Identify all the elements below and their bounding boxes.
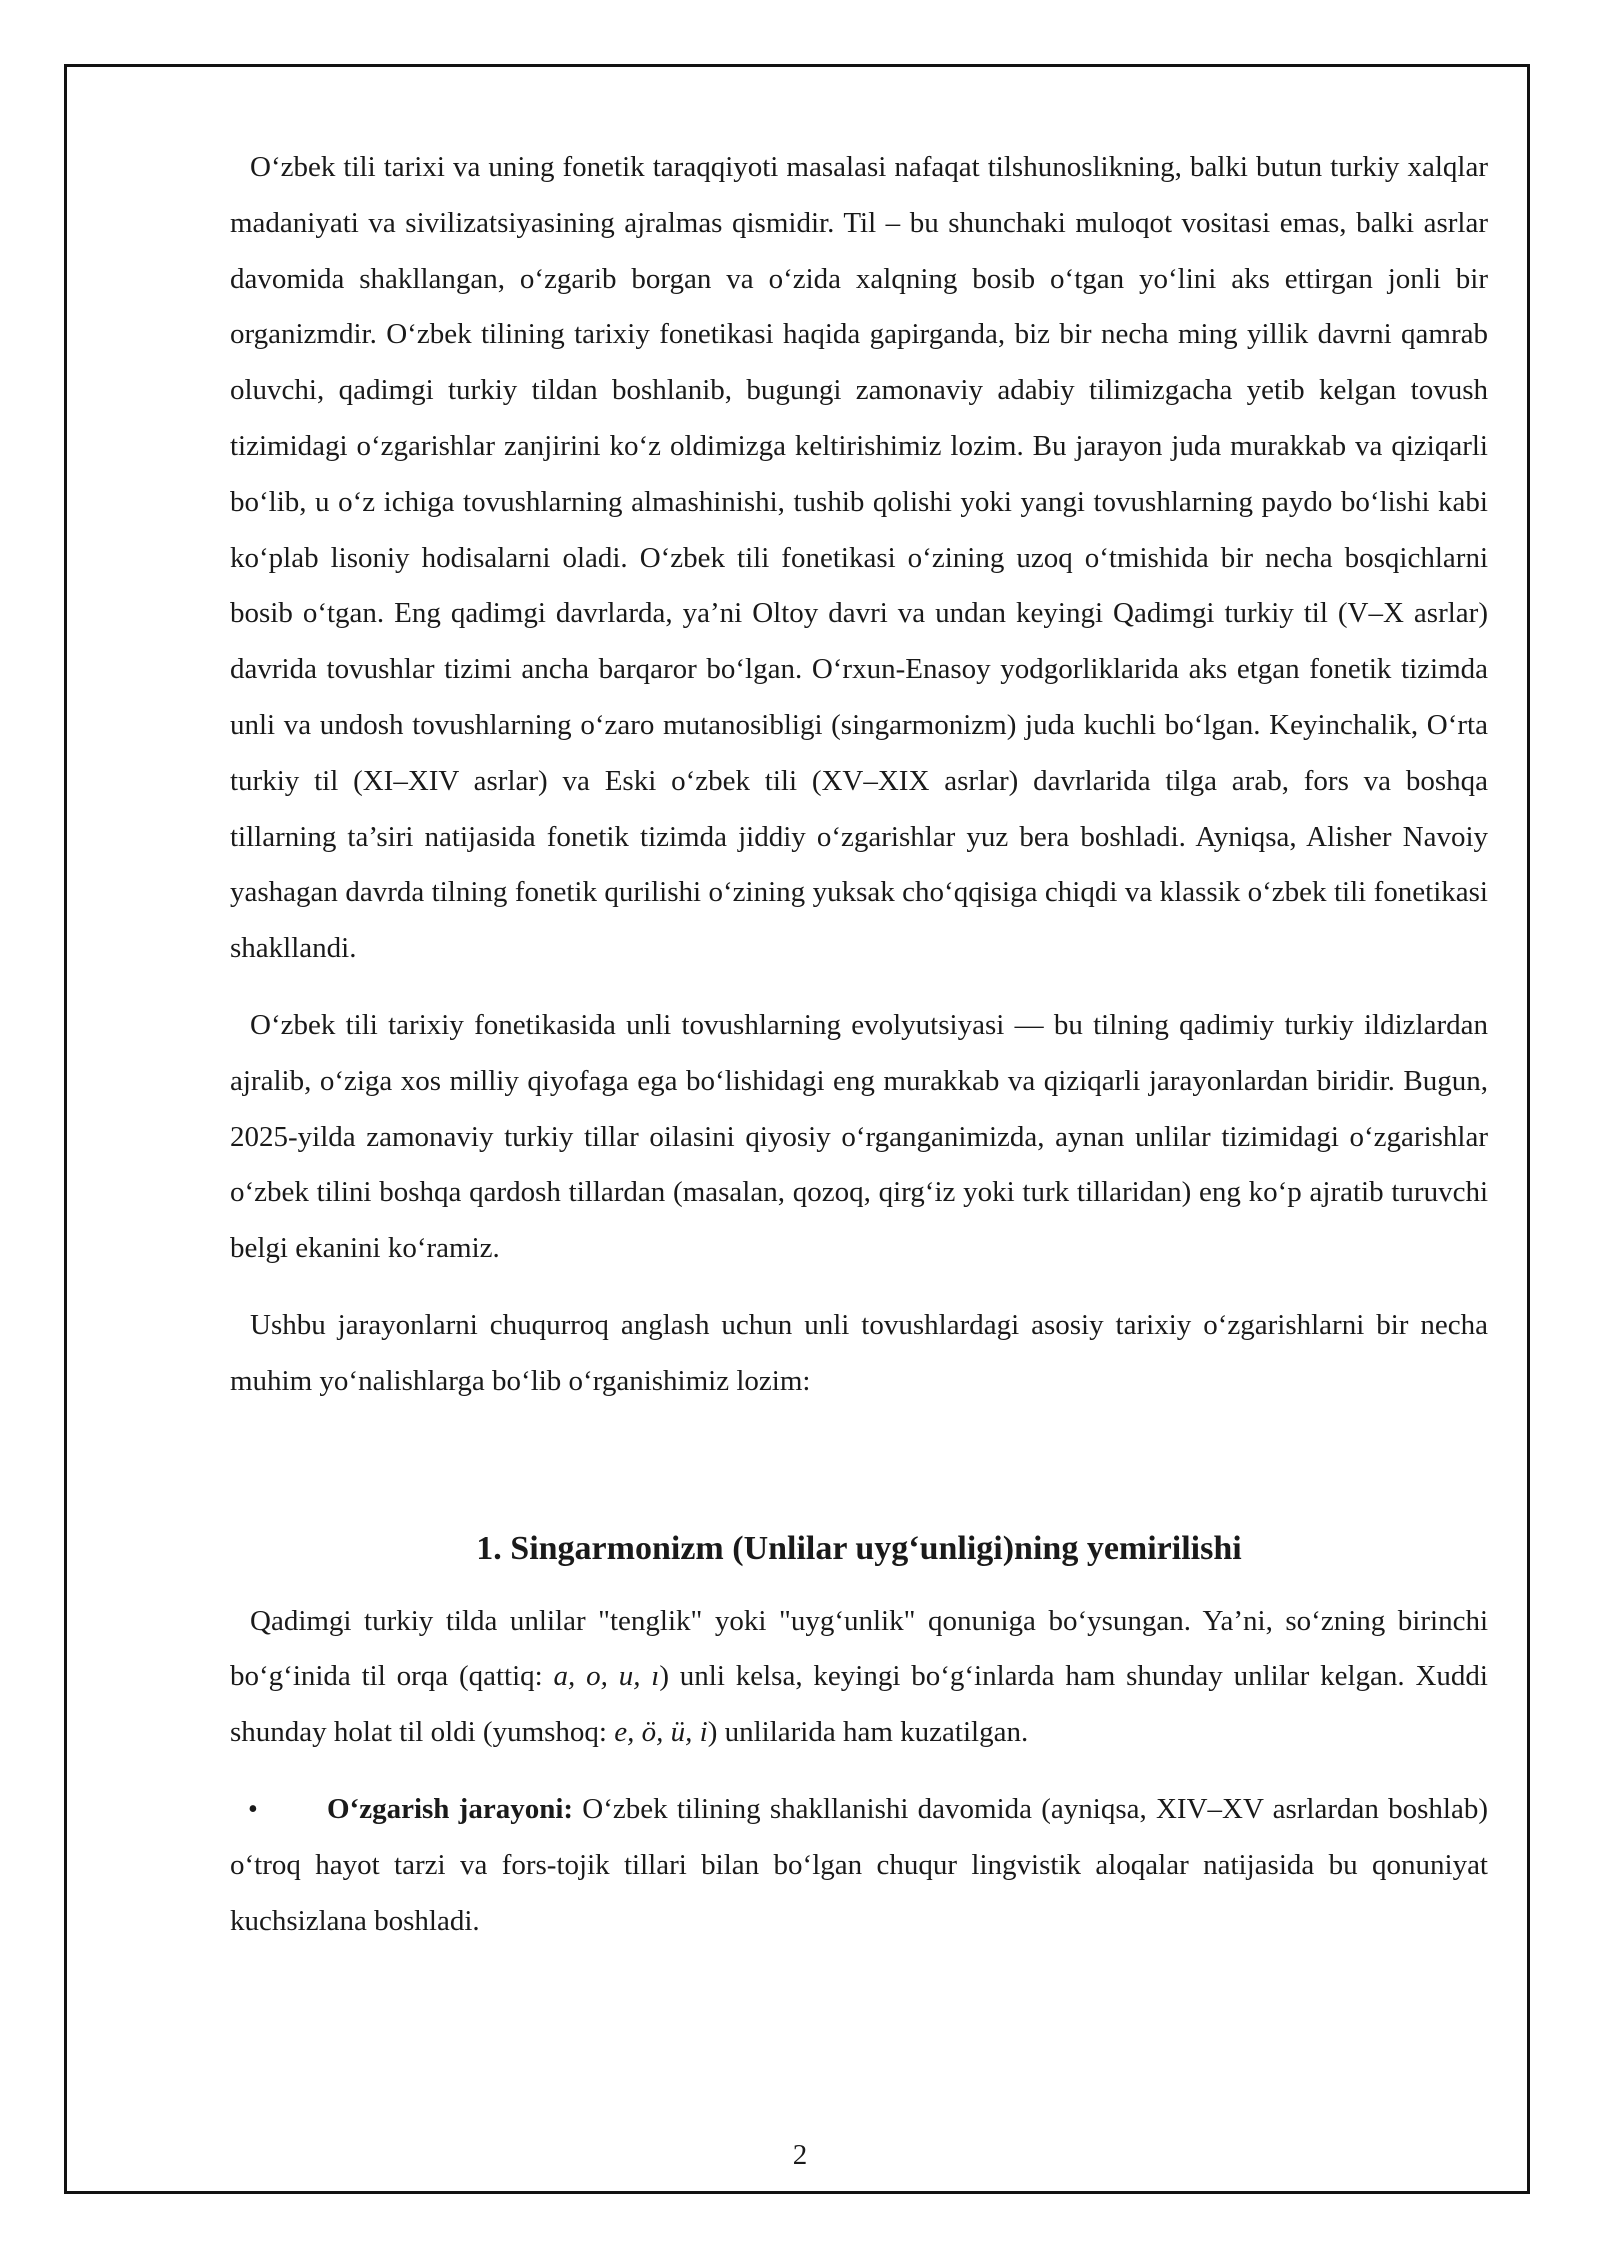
bullet-label: O‘zgarish jarayoni: <box>327 1792 574 1825</box>
bullet-item-change-process <box>230 1782 1488 1949</box>
text-fragment: Qadimgi turkiy tilda unlilar "tenglik" yoki "uyg‘unlik" qonuniga bo‘ysungan. Ya’ni, so‘zning birinchi bo‘g‘inida til orqa (qattiq: <box>230 1604 1488 1693</box>
document-body <box>230 140 1488 1949</box>
front-vowels-list: e, ö, ü, i <box>614 1716 708 1749</box>
page-number: 2 <box>792 2139 808 2171</box>
paragraph-study-directions: Ushbu jarayonlarni chuqurroq anglash uchun unli tovushlardagi asosiy tarixiy o‘zgarishlarni bir necha muhim yo‘nalishlarga bo‘lib o‘rganishimiz lozim: <box>230 1308 1488 1397</box>
paragraph-intro: O‘zbek tili tarixi va uning fonetik taraqqiyoti masalasi nafaqat tilshunoslikning, balki butun turkiy xalqlar madaniyati va sivilizatsiyasining ajralmas qismidir. Til – bu shunchaki muloqot vositasi emas, balki asrlar davomida shakllangan, o‘zgarib borgan va o‘zida xalqning bosib o‘tgan yo‘lini aks ettirgan jonli bir organizmdir. O‘zbek tilining tarixiy fonetikasi haqida gapirganda, biz bir necha ming yillik davrni qamrab oluvchi, qadimgi turkiy tildan boshlanib, bugungi zamonaviy adabiy tilimizgacha yetib kelgan tovush tizimidagi o‘zgarishlar zanjirini ko‘z oldimizga keltirishimiz lozim. Bu jarayon juda murakkab va qiziqarli bo‘lib, u o‘z ichiga tovushlarning almashinishi, tushib qolishi yoki yangi tovushlarning paydo bo‘lishi kabi ko‘plab lisoniy hodisalarni oladi. O‘zbek tili fonetikasi o‘zining uzoq o‘tmishida bir necha bosqichlarni bosib o‘tgan. Eng qadimgi davrlarda, ya’ni Oltoy davri va undan keyingi Qadimgi turkiy til (V–X asrlar) davrida tovushlar tizimi ancha barqaror bo‘lgan. O‘rxun-Enasoy yodgorliklarida aks etgan fonetik tizimda unli va undosh tovushlarning o‘zaro mutanosibligi (singarmonizm) juda kuchli bo‘lgan. Keyinchalik, O‘rta turkiy til (XI–XIV asrlar) va Eski o‘zbek tili (XV–XIX asrlar) davrlarida tilga arab, fors va boshqa tillarning ta’siri natijasida fonetik tizimda jiddiy o‘zgarishlar yuz bera boshladi. Ayniqsa, Alisher Navoiy yashagan davrda tilning fonetik qurilishi o‘zining yuksak cho‘qqisiga chiqdi va klassik o‘zbek tili fonetikasi shakllandi. <box>230 151 1488 965</box>
section-heading: 1. Singarmonizm (Unlilar uyg‘unligi)ning yemirilishi <box>476 1529 1242 1567</box>
paragraph-singarmonizm <box>230 1594 1488 1761</box>
bullet-icon: • <box>248 1793 258 1825</box>
bullet-text: O‘zbek tilining shakllanishi davomida (ayniqsa, XIV–XV asrlardan boshlab) o‘troq hayot tarzi va fors-tojik tillari bilan bo‘lgan chuqur lingvistik aloqalar natijasida bu qonuniyat kuchsizlana boshladi. <box>230 1792 1488 1937</box>
paragraph-vowel-evolution: O‘zbek tili tarixiy fonetikasida unli tovushlarning evolyutsiyasi — bu tilning qadimiy turkiy ildizlardan ajralib, o‘ziga xos milliy qiyofaga ega bo‘lishidagi eng murakkab va qiziqarli jarayonlardan biridir. Bugun, 2025-yilda zamonaviy turkiy tillar oilasini qiyosiy o‘rganganimizda, aynan unlilar tizimidagi o‘zgarishlar o‘zbek tilini boshqa qardosh tillardan (masalan, qozoq, qirg‘iz yoki turk tillaridan) eng ko‘p ajratib turuvchi belgi ekanini ko‘ramiz. <box>230 1008 1488 1265</box>
text-fragment: ) unli kelsa, keyingi bo‘g‘inlarda ham shunday unlilar kelgan. Xuddi shunday holat til oldi (yumshoq: <box>230 1660 1488 1749</box>
back-vowels-list: a, o, u, ı <box>553 1660 660 1693</box>
text-fragment: ) unlilarida ham kuzatilgan. <box>707 1716 1029 1749</box>
